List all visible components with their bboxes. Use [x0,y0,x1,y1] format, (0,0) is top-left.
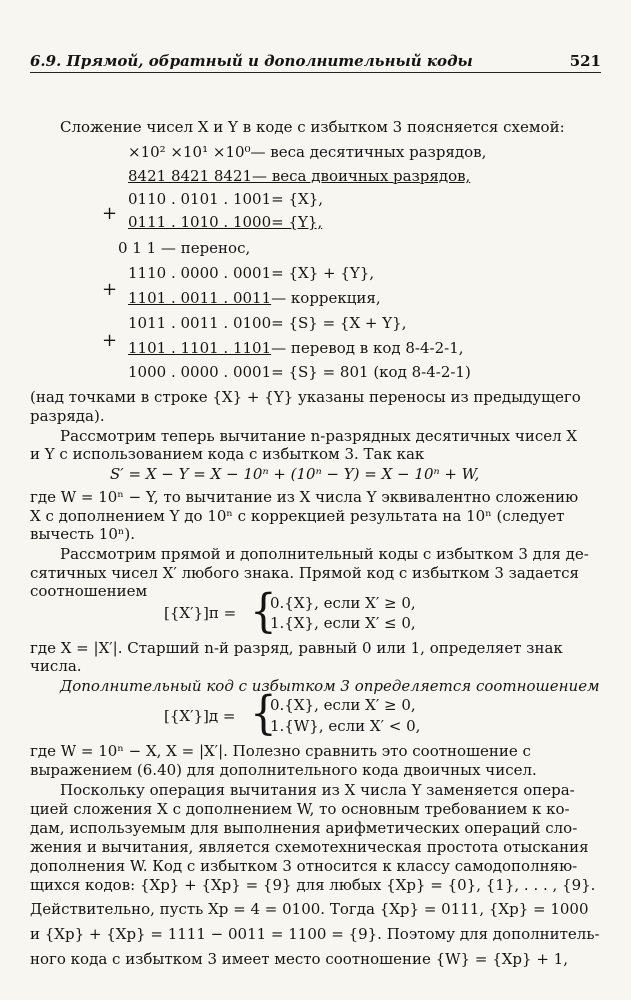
plus-sign-1: + [102,203,118,224]
direct-code-case1: 0.{X}, если X′ ≥ 0, [270,594,416,612]
para2-line1: Рассмотрим теперь вычитание n-разрядных десятичных чисел X [60,427,578,445]
page-number: 521 [569,52,601,70]
direct-code-lhs: [{X′}]п = [164,604,237,622]
para4-line2: сятичных чисел X′ любого знака. Прямой код с избытком 3 задается [30,564,579,582]
compl-code-lhs: [{X′}]д = [164,707,236,725]
direct-code-brace: { [250,583,277,638]
scheme-conversion [128,339,464,358]
para5-line2: числа. [30,657,82,675]
para5-line1: где X = |X′|. Старший n-й разряд, равный 0 или 1, определяет знак [30,639,563,657]
para1-line1: (над точками в строке {X} + {Y} указаны переносы из предыдущего [30,388,581,406]
compl-code-case1: 0.{X}, если X′ ≥ 0, [270,696,416,714]
para6: Дополнительный код с избытком 3 определяется соотношением [60,677,600,695]
scheme-result: 1000 . 0000 . 0001= {S} = 801 (код 8-4-2-1) [128,363,471,381]
scheme-conversion-label: — перевод в код 8-4-2-1, [271,339,464,357]
para3-line3: вычесть 10ⁿ). [30,525,136,543]
header-rule [30,72,601,73]
para3-line2: X с дополнением Y до 10ⁿ с коррекцией результата на 10ⁿ (следует [30,507,565,525]
para4-line3: соотношением [30,582,148,600]
scheme-conversion-value: 1101 . 1101 . 1101 [128,339,272,357]
para8-line3: дам, используемым для выполнения арифметических операций сло- [30,819,578,837]
compl-code-case2: 1.{W}, если X′ < 0, [270,717,421,735]
plus-sign-2: + [102,279,118,300]
section-title: 6.9. Прямой, обратный и дополнительный коды [30,52,473,70]
scheme-weights-bin: 8421 8421 8421— веса двоичных разрядов, [128,167,471,185]
direct-code-case2: 1.{X}, если X′ ≤ 0, [270,614,416,632]
plus-sign-3: + [102,330,118,351]
para8-line6: щихся кодов: {Xp} + {Xp} = {9} для любых {Xp} = {0}, {1}, . . . , {9}. [30,876,596,894]
para7-line2: выражением (6.40) для дополнительного кода двоичных чисел. [30,761,537,779]
compl-code-brace: { [250,685,277,740]
intro-line: Сложение чисел X и Y в коде с избытком 3 поясняется схемой: [60,118,565,136]
para4-line1: Рассмотрим прямой и дополнительный коды с избытком 3 для де- [60,545,589,563]
running-header [30,52,601,74]
para2-line2: и Y с использованием кода с избытком 3. Так как [30,445,425,463]
para8-line8: и {Xp} + {Xp} = 1111 − 0011 = 1100 = {9}. Поэтому для дополнитель- [30,925,600,943]
scheme-weights-dec: ×10² ×10¹ ×10⁰— веса десятичных разрядов, [128,143,487,161]
scheme-correction-value: 1101 . 0011 . 0011 [128,289,272,307]
para8-line4: жения и вычитания, является схемотехническая простота отыскания [30,838,589,856]
para8-line5: дополнения W. Код с избытком 3 относится к классу самодополняю- [30,857,578,875]
scheme-y: 0111 . 1010 . 1000= {Y}, [128,213,323,231]
para8-line9: ного кода с избытком 3 имеет место соотношение {W} = {Xp} + 1, [30,950,568,968]
para3-line1: где W = 10ⁿ − Y, то вычитание из X числа Y эквивалентно сложению [30,488,579,506]
para1-line2: разряда). [30,407,105,425]
para7-line1: где W = 10ⁿ − X, X = |X′|. Полезно сравнить это соотношение с [30,742,531,760]
scheme-correction [128,289,381,308]
scheme-x: 0110 . 0101 . 1001= {X}, [128,190,323,208]
formula-subtraction: S′ = X − Y = X − 10ⁿ + (10ⁿ − Y) = X − 10ⁿ + W, [110,465,480,483]
scheme-carry: 0 1 1 — перенос, [118,239,251,257]
para8-line2: цией сложения X с дополнением W, то основным требованием к ко- [30,800,570,818]
scheme-s: 1011 . 0011 . 0100= {S} = {X + Y}, [128,314,407,332]
scheme-correction-label: — коррекция, [271,289,381,307]
para8-line1: Поскольку операция вычитания из X числа Y заменяется опера- [60,781,575,799]
scheme-sum: 1110 . 0000 . 0001= {X} + {Y}, [128,264,375,282]
para8-line7: Действительно, пусть Xp = 4 = 0100. Тогда {Xp} = 0111, {Xp} = 1000 [30,900,589,918]
